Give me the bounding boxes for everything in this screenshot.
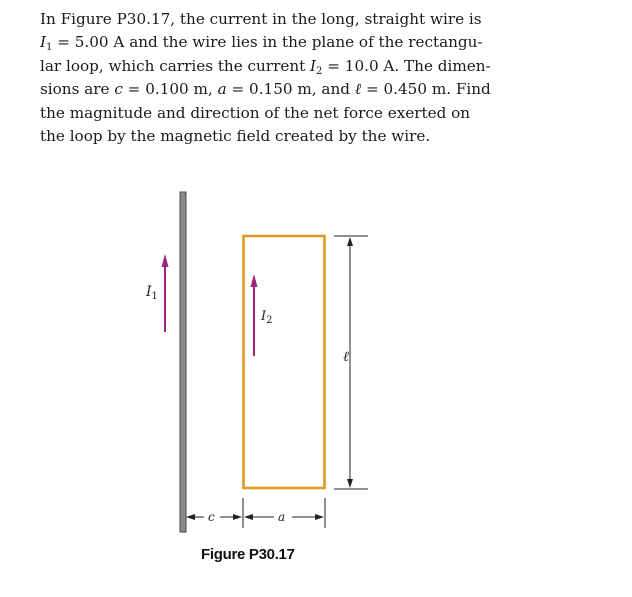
- long-straight-wire: [180, 192, 186, 532]
- current-i1-arrow: [162, 254, 169, 332]
- figure-caption: Figure P30.17: [201, 546, 295, 563]
- label-i1: $I_1$: [146, 284, 158, 302]
- label-c: c: [208, 510, 215, 524]
- problem-text: In Figure P30.17, the current in the long, straight wire is $I_1 = 5.00$ A and the wire lies in the plane of the rectangu- lar loop, which carries the current $I_2 = 10.0$ A. The dimen- sions are c = 0.100 m, a = 0.150 m, and ℓ = 0.450 m. Find the magnitude and direction of the net force exerted on the loop by the magnetic field created by the wire.: [40, 10, 491, 146]
- dimension-c-a: [186, 498, 325, 528]
- label-a: a: [278, 510, 286, 524]
- rectangular-loop: [244, 236, 325, 488]
- label-i2: $I_2$: [261, 309, 273, 326]
- current-i2-arrow: [251, 274, 258, 356]
- label-ell: ℓ: [343, 349, 349, 365]
- dimension-ell: [334, 236, 368, 489]
